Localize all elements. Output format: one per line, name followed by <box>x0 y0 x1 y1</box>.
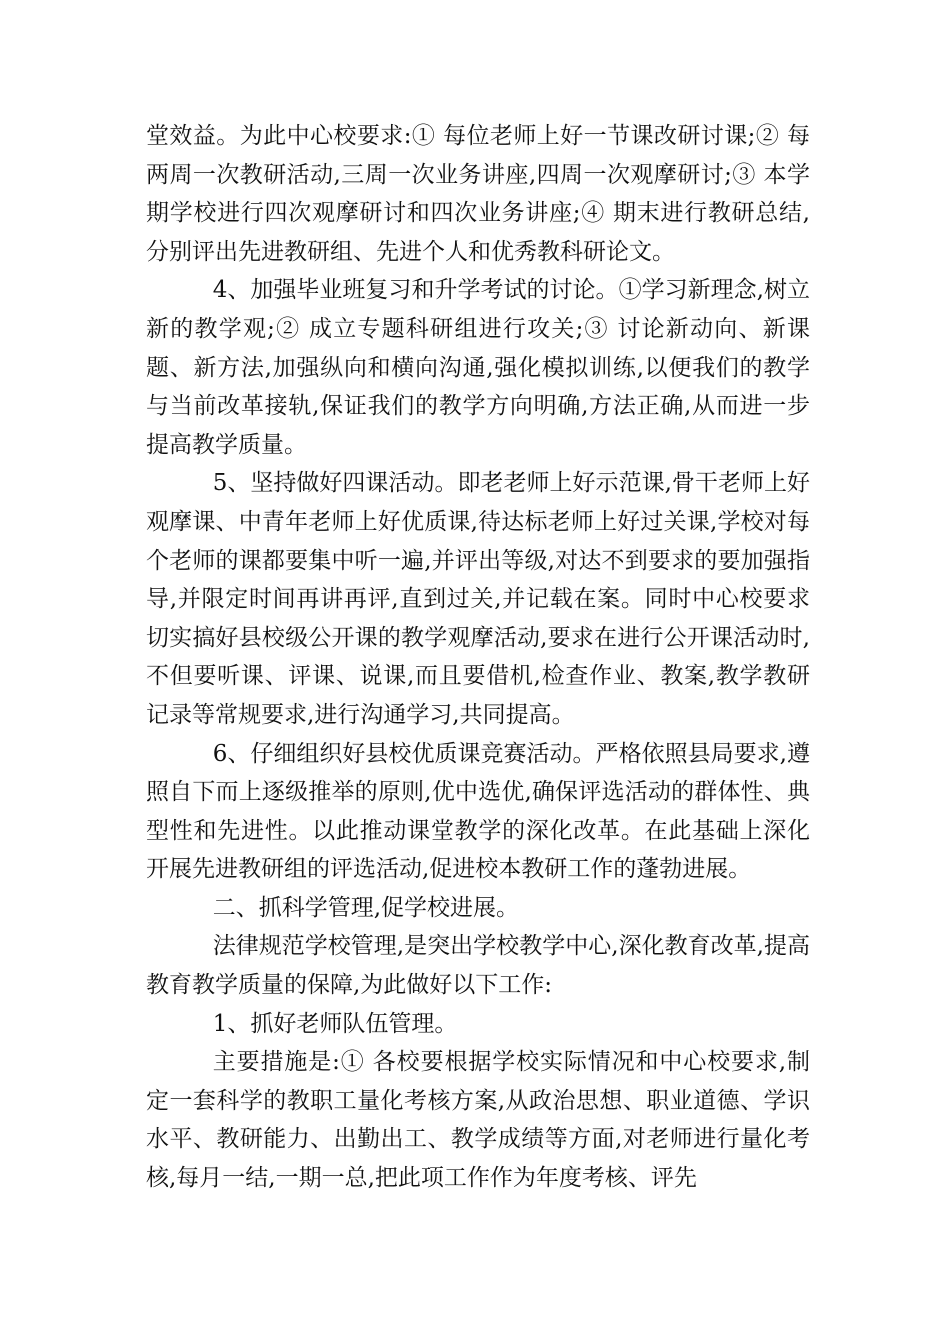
subsection-heading: 1、抓好老师队伍管理。 <box>212 1010 458 1037</box>
paragraph-4: 6、仔细组织好县校优质课竞赛活动。严格依照县局要求,遵照自下而上逐级推举的原则,优中选优,确保评选活动的群体性、典型性和先进性。以此推动课堂教学的深化改革。在此基础上深化开展先进教研组的评选活动,促进校本教研工作的蓬勃进展。 <box>146 740 810 883</box>
paragraph-1: 堂效益。为此中心校要求:① 每位老师上好一节课改研讨课;② 每两周一次教研活动,三周一次业务讲座,四周一次观摩研讨;③ 本学期学校进行四次观摩研讨和四次业务讲座;④ 期末进行教研总结,分别评出先进教研组、先进个人和优秀教科研论文。 <box>146 123 810 265</box>
paragraph-3: 5、坚持做好四课活动。即老老师上好示范课,骨干老师上好观摩课、中青年老师上好优质课,待达标老师上好过关课,学校对每个老师的课都要集中听一遍,并评出等级,对达不到要求的要加强指导,并限定时间再讲再评,直到过关,并记载在案。同时中心校要求切实搞好县校级公开课的教学观摩活动,要求在进行公开课活动时,不但要听课、评课、说课,而且要借机,检查作业、教案,教学教研记录等常规要求,进行沟通学习,共同提高。 <box>146 470 810 728</box>
paragraph-6: 法律规范学校管理,是突出学校教学中心,深化教育改革,提高教育教学质量的保障,为此做好以下工作: <box>146 933 810 999</box>
section-heading: 二、抓科学管理,促学校进展。 <box>212 894 519 921</box>
paragraph-8: 主要措施是:① 各校要根据学校实际情况和中心校要求,制定一套科学的教职工量化考核方案,从政治思想、职业道德、学识水平、教研能力、出勤出工、教学成绩等方面,对老师进行量化考核,每月一结,一期一总,把此项工作作为年度考核、评先 <box>146 1049 810 1192</box>
document-body <box>146 117 810 1198</box>
paragraph-2: 4、加强毕业班复习和升学考试的讨论。①学习新理念,树立新的教学观;② 成立专题科研组进行攻关;③ 讨论新动向、新课题、新方法,加强纵向和横向沟通,强化模拟训练,以便我们的教学与当前改革接轨,保证我们的教学方向明确,方法正确,从而进一步提高教学质量。 <box>146 277 810 458</box>
